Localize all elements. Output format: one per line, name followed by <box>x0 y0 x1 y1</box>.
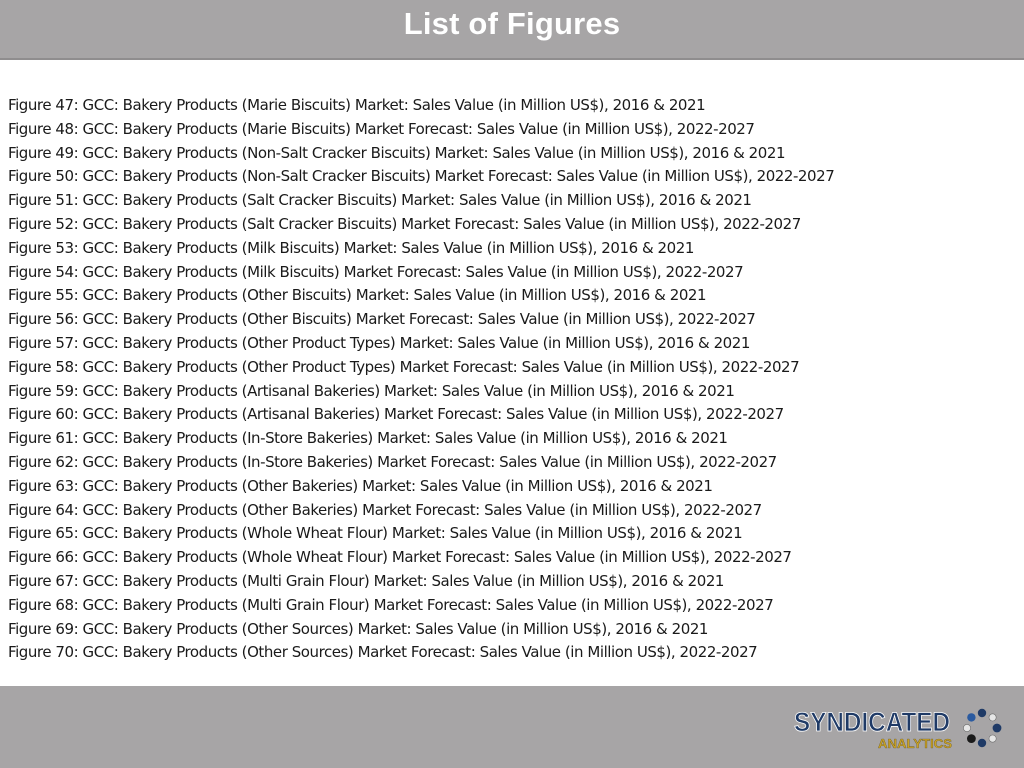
figure-list-item: Figure 60: GCC: Bakery Products (Artisanal Bakeries) Market Forecast: Sales Value (in Million US$), 2022-2027 <box>8 405 784 424</box>
footer-bar <box>0 686 1024 768</box>
figure-list-item: Figure 50: GCC: Bakery Products (Non-Salt Cracker Biscuits) Market Forecast: Sales Value (in Million US$), 2022-2027 <box>8 167 835 186</box>
figure-list <box>8 94 1018 665</box>
figure-list-item: Figure 70: GCC: Bakery Products (Other Sources) Market Forecast: Sales Value (in Million US$), 2022-2027 <box>8 643 758 662</box>
figure-list-item: Figure 65: GCC: Bakery Products (Whole Wheat Flour) Market: Sales Value (in Million US$), 2016 & 2021 <box>8 524 743 543</box>
syndicated-analytics-logo <box>794 704 1008 752</box>
figure-list-item: Figure 61: GCC: Bakery Products (In-Store Bakeries) Market: Sales Value (in Million US$), 2016 & 2021 <box>8 429 728 448</box>
figure-list-item: Figure 47: GCC: Bakery Products (Marie Biscuits) Market: Sales Value (in Million US$), 2016 & 2021 <box>8 96 706 114</box>
header-bar <box>0 0 1024 60</box>
figure-list-item: Figure 68: GCC: Bakery Products (Multi Grain Flour) Market Forecast: Sales Value (in Million US$), 2022-2027 <box>8 595 774 614</box>
figure-list-item: Figure 64: GCC: Bakery Products (Other Bakeries) Market Forecast: Sales Value (in Million US$), 2022-2027 <box>8 500 762 519</box>
figure-list-item: Figure 49: GCC: Bakery Products (Non-Salt Cracker Biscuits) Market: Sales Value (in Million US$), 2016 & 2021 <box>8 143 786 162</box>
figure-list-item: Figure 53: GCC: Bakery Products (Milk Biscuits) Market: Sales Value (in Million US$), 2016 & 2021 <box>8 238 694 257</box>
figure-list-item: Figure 51: GCC: Bakery Products (Salt Cracker Biscuits) Market: Sales Value (in Million US$), 2016 & 2021 <box>8 191 752 210</box>
figure-list-item: Figure 67: GCC: Bakery Products (Multi Grain Flour) Market: Sales Value (in Million US$), 2016 & 2021 <box>8 571 725 590</box>
figure-list-item: Figure 66: GCC: Bakery Products (Whole Wheat Flour) Market Forecast: Sales Value (in Million US$), 2022-2027 <box>8 548 792 567</box>
figure-list-item: Figure 56: GCC: Bakery Products (Other Biscuits) Market Forecast: Sales Value (in Million US$), 2022-2027 <box>8 310 756 329</box>
page-title: List of Figures <box>403 6 621 41</box>
figure-list-item: Figure 69: GCC: Bakery Products (Other Sources) Market: Sales Value (in Million US$), 2016 & 2021 <box>8 619 709 638</box>
figure-list-item: Figure 57: GCC: Bakery Products (Other Product Types) Market: Sales Value (in Million US$), 2016 & 2021 <box>8 333 750 352</box>
logo-word-analytics: ANALYTICS <box>878 736 953 751</box>
figure-list-item: Figure 58: GCC: Bakery Products (Other Product Types) Market Forecast: Sales Value (in Million US$), 2022-2027 <box>8 357 800 376</box>
dot-ring-icon <box>963 709 1001 747</box>
figure-list-item: Figure 63: GCC: Bakery Products (Other Bakeries) Market: Sales Value (in Million US$), 2016 & 2021 <box>8 476 713 495</box>
figure-list-item: Figure 48: GCC: Bakery Products (Marie Biscuits) Market Forecast: Sales Value (in Million US$), 2022-2027 <box>8 119 755 138</box>
figure-list-item: Figure 62: GCC: Bakery Products (In-Store Bakeries) Market Forecast: Sales Value (in Million US$), 2022-2027 <box>8 452 777 471</box>
figure-list-item: Figure 52: GCC: Bakery Products (Salt Cracker Biscuits) Market Forecast: Sales Value (in Million US$), 2022-2027 <box>8 214 801 233</box>
figure-list-item: Figure 55: GCC: Bakery Products (Other Biscuits) Market: Sales Value (in Million US$), 2016 & 2021 <box>8 286 707 305</box>
figure-list-item: Figure 59: GCC: Bakery Products (Artisanal Bakeries) Market: Sales Value (in Million US$), 2016 & 2021 <box>8 381 735 400</box>
figure-list-item: Figure 54: GCC: Bakery Products (Milk Biscuits) Market Forecast: Sales Value (in Million US$), 2022-2027 <box>8 262 744 281</box>
logo-word-syndicated: SYNDICATED <box>794 707 950 737</box>
